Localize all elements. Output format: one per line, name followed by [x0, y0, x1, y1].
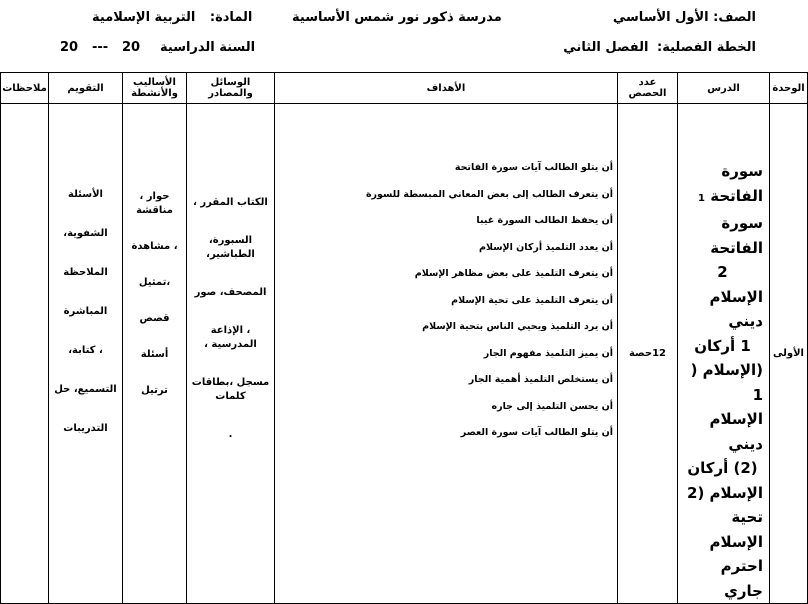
objective-item: أن يتلو الطالب آيات سورة الفاتحة [454, 162, 613, 173]
resource-item: . [228, 429, 233, 440]
evaluation-item: التدريبات [63, 423, 108, 434]
lesson-line: (2) أركان [687, 459, 758, 477]
header-activities: الأساليب والأنشطة [123, 73, 187, 104]
plan-table [0, 72, 808, 604]
resource-item: السبورة، الطباشير، [206, 235, 255, 260]
activity-item: ترتيل [141, 385, 168, 396]
subject-label: المادة: [209, 10, 253, 25]
school-name: مدرسة ذكور نور شمس الأساسية [292, 10, 502, 25]
lesson-line: الإسلام (2 [687, 483, 763, 502]
subject-line [92, 10, 252, 25]
objective-item: أن يحسن التلميذ إلى جاره [491, 400, 613, 412]
evaluation-item: ، كتابة، [68, 345, 103, 356]
lesson-line: تحية الإسلام [709, 508, 763, 551]
activity-item: حوار ، مناقشة [136, 191, 173, 216]
resource-item: المصحف، صور [194, 287, 267, 298]
grade-line [613, 10, 756, 25]
evaluation-item: المباشرة [63, 306, 108, 317]
unit-cell: الأولى [770, 104, 808, 604]
activity-item: ، مشاهدة [131, 241, 178, 252]
activities-cell [123, 104, 187, 604]
grade-label: الصف: [713, 10, 756, 25]
lesson-line: احترم جاري [720, 557, 763, 600]
plan-value: الفصل الثاني [563, 40, 649, 55]
resource-item: الكتاب المقرر ، [193, 197, 268, 208]
header-evaluation: التقويم [49, 73, 123, 104]
lesson-cell [678, 104, 770, 604]
resource-item: مسجل ،بطاقات كلمات [191, 377, 270, 402]
resource-item: ، الإذاعة المدرسية ، [204, 325, 257, 350]
resources-cell [187, 104, 275, 604]
resources-list [187, 104, 274, 442]
header-lesson-count: عدد الحصص [618, 73, 678, 104]
lesson-line: (الإسلام ( 1 [690, 361, 763, 404]
table-row [1, 104, 808, 604]
plan-line [563, 40, 756, 55]
objective-item: أن يعدد التلميذ أركان الإسلام [479, 241, 613, 253]
lesson-list [678, 104, 769, 603]
grade-value: الأول الأساسي [612, 10, 709, 25]
school-year-label: السنة الدراسية [160, 40, 256, 55]
school-year-from: 20 [122, 40, 141, 55]
objective-item: أن يميز التلميذ مفهوم الجار [483, 347, 613, 359]
objective-item: أن يتلو الطالب آيات سورة العصر [460, 427, 613, 438]
lesson-line: سورة الفاتحة 1 [698, 162, 763, 205]
activity-item: ،تمثيل [138, 277, 171, 288]
activity-item: قصص [139, 313, 170, 324]
evaluation-item: الشفوية، [63, 228, 108, 239]
subject-value: التربية الإسلامية [92, 10, 196, 25]
table-header-row [1, 73, 808, 104]
school-year-sep: --- [92, 40, 109, 55]
header-lesson: الدرس [678, 73, 770, 104]
objective-item: أن يتعرف التلميذ على بعض مظاهر الإسلام [414, 268, 613, 279]
evaluation-list [49, 104, 122, 436]
lesson-line: 2 [717, 263, 728, 281]
objective-item: أن يحفظ الطالب السورة غيبا [476, 215, 613, 226]
evaluation-cell [49, 104, 123, 604]
plan-label: الخطة الفصلية: [657, 40, 756, 55]
lesson-count-cell: 12حصة [618, 104, 678, 604]
objectives-list [275, 104, 617, 454]
objective-item: أن يستخلص التلميذ أهمية الجار [468, 374, 613, 385]
objective-item: أن يتعرف التلميذ على تحية الإسلام [451, 294, 613, 306]
school-year-to: 20 [60, 40, 79, 55]
header-objectives: الأهداف [275, 73, 618, 104]
activities-list [123, 104, 186, 398]
evaluation-item: التسميع، حل [54, 384, 117, 395]
evaluation-item: الأسئلة [68, 189, 103, 200]
lesson-line: 1 أركان [694, 336, 751, 355]
lesson-line: الإسلام ديني [709, 287, 763, 330]
evaluation-item: الملاحظة [63, 267, 108, 278]
lesson-line: سورة الفاتحة [710, 214, 763, 257]
notes-cell [1, 104, 49, 604]
objectives-cell [275, 104, 618, 604]
lesson-line: الإسلام ديني [709, 410, 763, 453]
header-notes: ملاحظات [1, 73, 49, 104]
activity-item: أسئلة [140, 349, 169, 360]
objective-item: أن يتعرف الطالب إلى بعض المعاني المبسطة للسورة [365, 188, 613, 200]
header-resources: الوسائل والمصادر [187, 73, 275, 104]
objective-item: أن يرد التلميذ ويحيي الناس بتحية الإسلام [422, 321, 613, 332]
header-unit: الوحدة [770, 73, 808, 104]
